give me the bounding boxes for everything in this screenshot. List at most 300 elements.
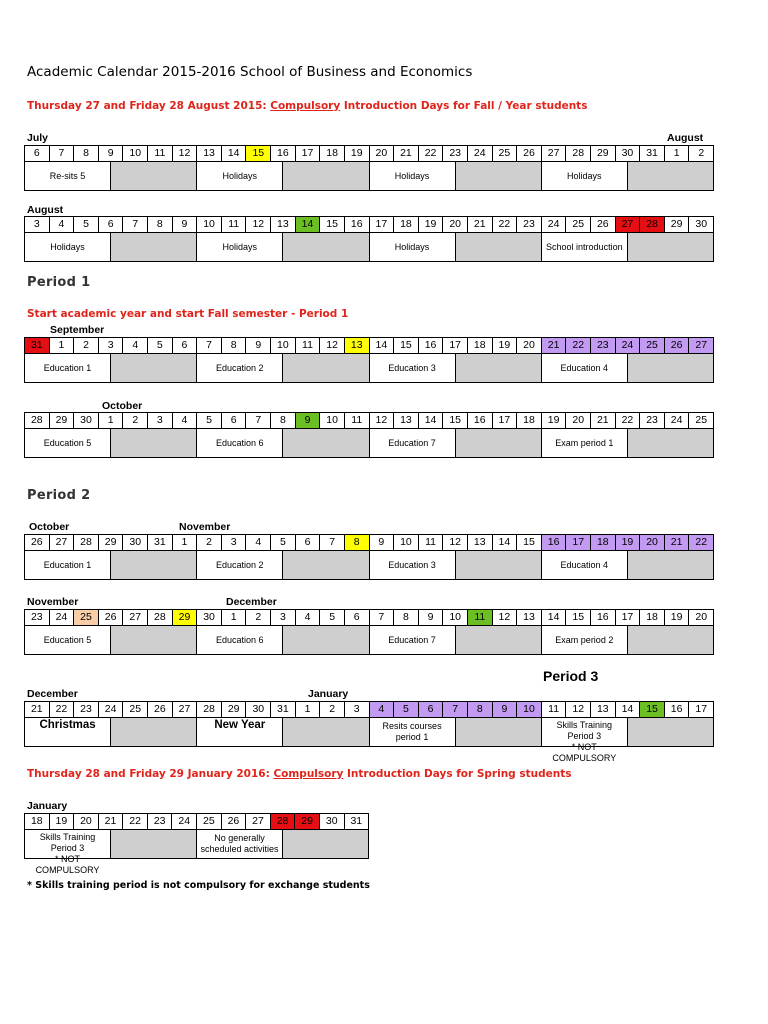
day-cell: 20 [566, 413, 591, 428]
month-label: November [179, 521, 231, 533]
day-row [24, 216, 714, 233]
day-cell: 2 [698, 147, 705, 160]
day-cell: 8 [394, 610, 419, 625]
day-row [24, 701, 714, 718]
week-label-cell: Exam period 2 [542, 626, 628, 654]
week-label-cell: Holidays [197, 162, 283, 190]
day-row [24, 412, 714, 429]
day-cell: 1 [222, 610, 247, 625]
day-cell: 31 [640, 146, 665, 161]
day-cell: 2 [320, 702, 345, 717]
day-cell: 2 [123, 413, 148, 428]
day-cell-highlighted: 22 [689, 535, 713, 550]
week-label-cell: New Year [197, 718, 283, 746]
day-cell: 21 [468, 217, 493, 232]
week-label-cell: Education 1 [25, 354, 111, 382]
day-cell: 15 [394, 338, 419, 353]
month-label: November [27, 596, 79, 608]
day-cell: 15 [320, 217, 345, 232]
weekend-cell [628, 354, 713, 382]
day-cell: 16 [271, 146, 296, 161]
intro-days-fall-note [27, 100, 587, 112]
calendar-block [24, 337, 714, 383]
day-cell: 20 [74, 814, 99, 829]
day-cell: 25 [695, 414, 708, 427]
calendar-block [24, 145, 714, 191]
day-cell: 30 [695, 218, 708, 231]
day-cell-highlighted: 4 [370, 702, 395, 717]
day-cell-highlighted: 7 [443, 702, 468, 717]
day-cell: 1 [99, 413, 124, 428]
week-label-cell: Skills Training Period 3 * NOT COMPULSORY [542, 718, 628, 746]
weekend-cell [111, 830, 197, 858]
week-label-cell: Education 3 [370, 551, 456, 579]
day-cell: 6 [296, 535, 321, 550]
day-cell: 16 [591, 610, 616, 625]
day-cell-highlighted: 15 [246, 146, 271, 161]
day-cell-highlighted: 25 [640, 338, 665, 353]
week-label-cell: Holidays [370, 162, 456, 190]
footnote: * Skills training period is not compulsory for exchange students [27, 880, 370, 891]
day-cell: 26 [99, 610, 124, 625]
day-cell: 20 [443, 217, 468, 232]
weekend-cell [456, 626, 542, 654]
day-cell: 4 [296, 610, 321, 625]
day-cell: 10 [271, 338, 296, 353]
day-cell: 1 [665, 146, 690, 161]
day-cell: 30 [123, 535, 148, 550]
day-cell: 3 [99, 338, 124, 353]
day-cell: 29 [665, 217, 690, 232]
day-cell: 5 [74, 217, 99, 232]
day-cell: 7 [197, 338, 222, 353]
day-cell-highlighted: 29 [295, 814, 320, 829]
weekend-cell [283, 551, 369, 579]
day-cell: 28 [197, 702, 222, 717]
day-cell-highlighted: 25 [74, 610, 99, 625]
day-cell: 28 [566, 146, 591, 161]
day-cell: 10 [197, 217, 222, 232]
day-cell: 12 [370, 413, 395, 428]
day-cell: 16 [665, 702, 690, 717]
calendar-block [24, 813, 369, 875]
weekend-cell [283, 718, 369, 746]
day-cell-highlighted: 31 [25, 338, 50, 353]
day-cell: 17 [370, 217, 395, 232]
day-cell: 26 [517, 146, 542, 161]
day-cell: 27 [173, 702, 198, 717]
day-cell: 12 [320, 338, 345, 353]
day-cell: 9 [99, 146, 124, 161]
day-cell: 9 [419, 610, 444, 625]
day-cell: 29 [99, 535, 124, 550]
day-cell: 17 [443, 338, 468, 353]
day-cell: 1 [296, 702, 321, 717]
day-cell: 30 [246, 702, 271, 717]
day-cell-highlighted: 6 [419, 702, 444, 717]
day-cell-highlighted: 8 [345, 535, 370, 550]
day-cell-highlighted: 28 [640, 217, 665, 232]
day-cell: 6 [25, 146, 50, 161]
day-cell: 13 [468, 535, 493, 550]
week-label-cell: Skills Training Period 3 * NOT COMPULSORY [25, 830, 111, 858]
page-title: Academic Calendar 2015-2016 School of Business and Economics [27, 64, 473, 80]
intro-fall-suffix: Introduction Days for Fall / Year students [340, 100, 588, 112]
day-cell: 25 [566, 217, 591, 232]
week-row [24, 551, 714, 580]
week-label-cell: Education 5 [25, 429, 111, 457]
weekend-cell [456, 429, 542, 457]
day-cell: 8 [222, 338, 247, 353]
day-cell: 23 [517, 217, 542, 232]
day-cell: 5 [271, 535, 296, 550]
week-label-cell: Holidays [370, 233, 456, 261]
day-cell: 3 [271, 610, 296, 625]
day-cell-highlighted: 27 [689, 338, 713, 353]
day-cell: 19 [493, 338, 518, 353]
day-cell: 5 [197, 413, 222, 428]
day-cell: 23 [148, 814, 173, 829]
day-cell: 18 [468, 338, 493, 353]
day-cell: 4 [123, 338, 148, 353]
month-label: October [102, 400, 143, 412]
day-cell-highlighted: 23 [591, 338, 616, 353]
day-cell-highlighted: 28 [271, 814, 296, 829]
day-row [24, 337, 714, 354]
day-cell: 26 [222, 814, 247, 829]
day-cell: 10 [443, 610, 468, 625]
intro-fall-prefix: Thursday 27 and Friday 28 August 2015: [27, 100, 271, 112]
month-label: December [27, 688, 78, 700]
day-cell: 29 [222, 702, 247, 717]
day-cell: 18 [394, 217, 419, 232]
week-row [24, 718, 714, 763]
week-label-cell: Education 1 [25, 551, 111, 579]
day-cell: 19 [665, 610, 690, 625]
day-cell: 7 [50, 146, 75, 161]
weekend-cell [111, 162, 197, 190]
weekend-cell [628, 233, 713, 261]
day-cell: 14 [493, 535, 518, 550]
day-cell: 27 [123, 610, 148, 625]
day-cell-highlighted: 21 [665, 535, 690, 550]
day-cell: 4 [173, 413, 198, 428]
day-cell: 15 [566, 610, 591, 625]
day-cell: 3 [345, 702, 370, 717]
day-cell: 2 [74, 338, 99, 353]
day-cell: 18 [320, 146, 345, 161]
week-label-cell: Holidays [542, 162, 628, 190]
intro-fall-compulsory: Compulsory [270, 100, 341, 112]
day-cell: 3 [25, 217, 50, 232]
day-cell: 14 [370, 338, 395, 353]
week-label-cell: Holidays [25, 233, 111, 261]
day-cell: 8 [148, 217, 173, 232]
day-cell: 7 [246, 413, 271, 428]
day-cell: 20 [370, 146, 395, 161]
weekend-cell [628, 718, 713, 746]
day-cell-highlighted: 9 [493, 702, 518, 717]
day-cell: 30 [320, 814, 345, 829]
month-label: August [27, 204, 64, 216]
period-1-heading: Period 1 [27, 275, 91, 290]
day-cell: 14 [616, 702, 641, 717]
day-cell: 25 [493, 146, 518, 161]
day-cell: 11 [222, 217, 247, 232]
weekend-cell [283, 162, 369, 190]
weekend-cell [456, 162, 542, 190]
day-row [24, 145, 714, 162]
day-cell: 5 [320, 610, 345, 625]
weekend-cell [628, 429, 713, 457]
week-label-cell: No generally scheduled activities [197, 830, 283, 858]
day-cell-highlighted: 27 [616, 217, 641, 232]
day-cell-highlighted: 14 [296, 217, 321, 232]
day-cell-highlighted: 10 [517, 702, 542, 717]
weekend-cell [111, 233, 197, 261]
day-cell: 25 [197, 814, 222, 829]
week-row [24, 233, 714, 262]
day-cell: 12 [443, 535, 468, 550]
day-cell: 17 [616, 610, 641, 625]
day-cell: 13 [271, 217, 296, 232]
calendar-block [24, 701, 714, 763]
weekend-cell [628, 551, 713, 579]
day-cell: 19 [419, 217, 444, 232]
day-cell: 29 [591, 146, 616, 161]
day-cell: 9 [246, 338, 271, 353]
day-cell: 31 [271, 702, 296, 717]
day-cell: 18 [640, 610, 665, 625]
day-cell: 23 [25, 610, 50, 625]
day-cell: 27 [50, 535, 75, 550]
day-cell: 8 [74, 146, 99, 161]
day-cell-highlighted: 15 [640, 702, 665, 717]
weekend-cell [111, 551, 197, 579]
intro-spring-suffix: Introduction Days for Spring students [343, 768, 572, 780]
weekend-cell [283, 429, 369, 457]
week-label-cell: Education 6 [197, 626, 283, 654]
day-cell: 24 [99, 702, 124, 717]
day-cell: 21 [591, 413, 616, 428]
day-cell-highlighted: 26 [665, 338, 690, 353]
day-row [24, 609, 714, 626]
day-cell-highlighted: 21 [542, 338, 567, 353]
weekend-cell [283, 233, 369, 261]
day-cell: 22 [616, 413, 641, 428]
week-label-cell: Christmas [25, 718, 111, 746]
day-cell: 19 [345, 146, 370, 161]
day-cell: 22 [123, 814, 148, 829]
day-cell: 6 [345, 610, 370, 625]
day-cell: 31 [148, 535, 173, 550]
day-cell: 24 [50, 610, 75, 625]
month-label: October [29, 521, 70, 533]
day-cell: 14 [419, 413, 444, 428]
day-cell: 3 [222, 535, 247, 550]
day-cell: 22 [50, 702, 75, 717]
day-cell: 8 [271, 413, 296, 428]
day-cell: 27 [246, 814, 271, 829]
day-cell: 25 [123, 702, 148, 717]
calendar-block [24, 216, 714, 262]
day-cell: 6 [222, 413, 247, 428]
day-cell: 17 [695, 703, 708, 716]
day-cell: 6 [173, 338, 198, 353]
month-label: January [308, 688, 349, 700]
month-label: August [667, 132, 704, 144]
week-label-cell: Re-sits 5 [25, 162, 111, 190]
day-cell: 10 [394, 535, 419, 550]
week-row [24, 626, 714, 655]
day-cell: 24 [172, 814, 197, 829]
day-cell: 12 [566, 702, 591, 717]
weekend-cell [456, 354, 542, 382]
week-label-cell: Education 2 [197, 354, 283, 382]
day-cell: 12 [493, 610, 518, 625]
weekend-cell [283, 626, 369, 654]
weekend-cell [111, 429, 197, 457]
weekend-cell [283, 830, 368, 858]
day-cell: 19 [50, 814, 75, 829]
week-label-cell: Education 3 [370, 354, 456, 382]
day-cell: 7 [320, 535, 345, 550]
weekend-cell [628, 626, 713, 654]
day-cell-highlighted: 29 [173, 610, 198, 625]
day-row [24, 534, 714, 551]
period-1-subheading: Start academic year and start Fall semester - Period 1 [27, 308, 349, 320]
day-cell: 26 [148, 702, 173, 717]
day-cell: 28 [74, 535, 99, 550]
day-cell: 5 [148, 338, 173, 353]
weekend-cell [456, 233, 542, 261]
week-label-cell: Education 7 [370, 626, 456, 654]
day-cell: 20 [517, 338, 542, 353]
day-cell: 30 [74, 413, 99, 428]
calendar-block [24, 534, 714, 580]
day-cell: 2 [197, 535, 222, 550]
week-label-cell: Education 6 [197, 429, 283, 457]
intro-spring-prefix: Thursday 28 and Friday 29 January 2016: [27, 768, 274, 780]
week-row [24, 354, 714, 383]
day-cell: 16 [468, 413, 493, 428]
day-cell: 11 [296, 338, 321, 353]
day-row [24, 813, 369, 830]
day-cell: 21 [99, 814, 124, 829]
month-label: July [27, 132, 49, 144]
calendar-block [24, 609, 714, 655]
week-row [24, 830, 369, 875]
day-cell: 23 [443, 146, 468, 161]
weekend-cell [111, 626, 197, 654]
day-cell-highlighted: 22 [566, 338, 591, 353]
week-label-cell: Exam period 1 [542, 429, 628, 457]
day-cell: 12 [173, 146, 198, 161]
week-label-cell: Education 4 [542, 354, 628, 382]
day-cell: 9 [370, 535, 395, 550]
day-cell: 11 [148, 146, 173, 161]
day-cell: 26 [25, 535, 50, 550]
period-3-heading: Period 3 [543, 668, 599, 684]
day-cell: 13 [394, 413, 419, 428]
day-cell: 14 [542, 610, 567, 625]
day-cell: 28 [25, 413, 50, 428]
day-cell-highlighted: 8 [468, 702, 493, 717]
day-cell-highlighted: 17 [566, 535, 591, 550]
day-cell: 16 [419, 338, 444, 353]
day-cell: 21 [25, 702, 50, 717]
day-cell: 7 [123, 217, 148, 232]
day-cell: 11 [542, 702, 567, 717]
day-cell: 4 [50, 217, 75, 232]
month-label: September [50, 324, 105, 336]
day-cell: 11 [345, 413, 370, 428]
day-cell: 1 [173, 535, 198, 550]
intro-days-spring-note [27, 768, 571, 780]
day-cell: 30 [197, 610, 222, 625]
week-label-cell: Education 2 [197, 551, 283, 579]
period-2-heading: Period 2 [27, 488, 91, 503]
calendar-block [24, 412, 714, 458]
weekend-cell [456, 551, 542, 579]
day-cell: 11 [419, 535, 444, 550]
day-cell: 15 [517, 535, 542, 550]
day-cell: 24 [542, 217, 567, 232]
weekend-cell [111, 354, 197, 382]
day-cell: 21 [394, 146, 419, 161]
day-cell: 22 [419, 146, 444, 161]
week-label-cell: Holidays [197, 233, 283, 261]
day-cell: 23 [74, 702, 99, 717]
day-cell: 2 [246, 610, 271, 625]
weekend-cell [628, 162, 713, 190]
day-cell: 31 [350, 815, 363, 828]
day-cell-highlighted: 19 [616, 535, 641, 550]
week-label-cell: Resits courses period 1 [370, 718, 456, 746]
week-label-cell: Education 7 [370, 429, 456, 457]
day-cell: 30 [616, 146, 641, 161]
day-cell: 16 [345, 217, 370, 232]
month-label: December [226, 596, 277, 608]
day-cell: 7 [370, 610, 395, 625]
day-cell: 17 [493, 413, 518, 428]
week-row [24, 162, 714, 191]
day-cell: 15 [443, 413, 468, 428]
day-cell-highlighted: 20 [640, 535, 665, 550]
day-cell: 13 [197, 146, 222, 161]
week-label-cell: Education 5 [25, 626, 111, 654]
day-cell-highlighted: 18 [591, 535, 616, 550]
day-cell: 29 [50, 413, 75, 428]
day-cell: 18 [517, 413, 542, 428]
weekend-cell [456, 718, 542, 746]
day-cell: 24 [468, 146, 493, 161]
day-cell-highlighted: 16 [542, 535, 567, 550]
day-cell-highlighted: 9 [296, 413, 321, 428]
day-cell-highlighted: 24 [616, 338, 641, 353]
day-cell: 10 [320, 413, 345, 428]
month-label: January [27, 800, 68, 812]
day-cell: 4 [246, 535, 271, 550]
day-cell: 14 [222, 146, 247, 161]
weekend-cell [283, 354, 369, 382]
week-label-cell: School introduction [542, 233, 628, 261]
day-cell: 18 [25, 814, 50, 829]
week-row [24, 429, 714, 458]
day-cell: 22 [493, 217, 518, 232]
intro-spring-compulsory: Compulsory [273, 768, 344, 780]
day-cell: 20 [695, 611, 708, 624]
